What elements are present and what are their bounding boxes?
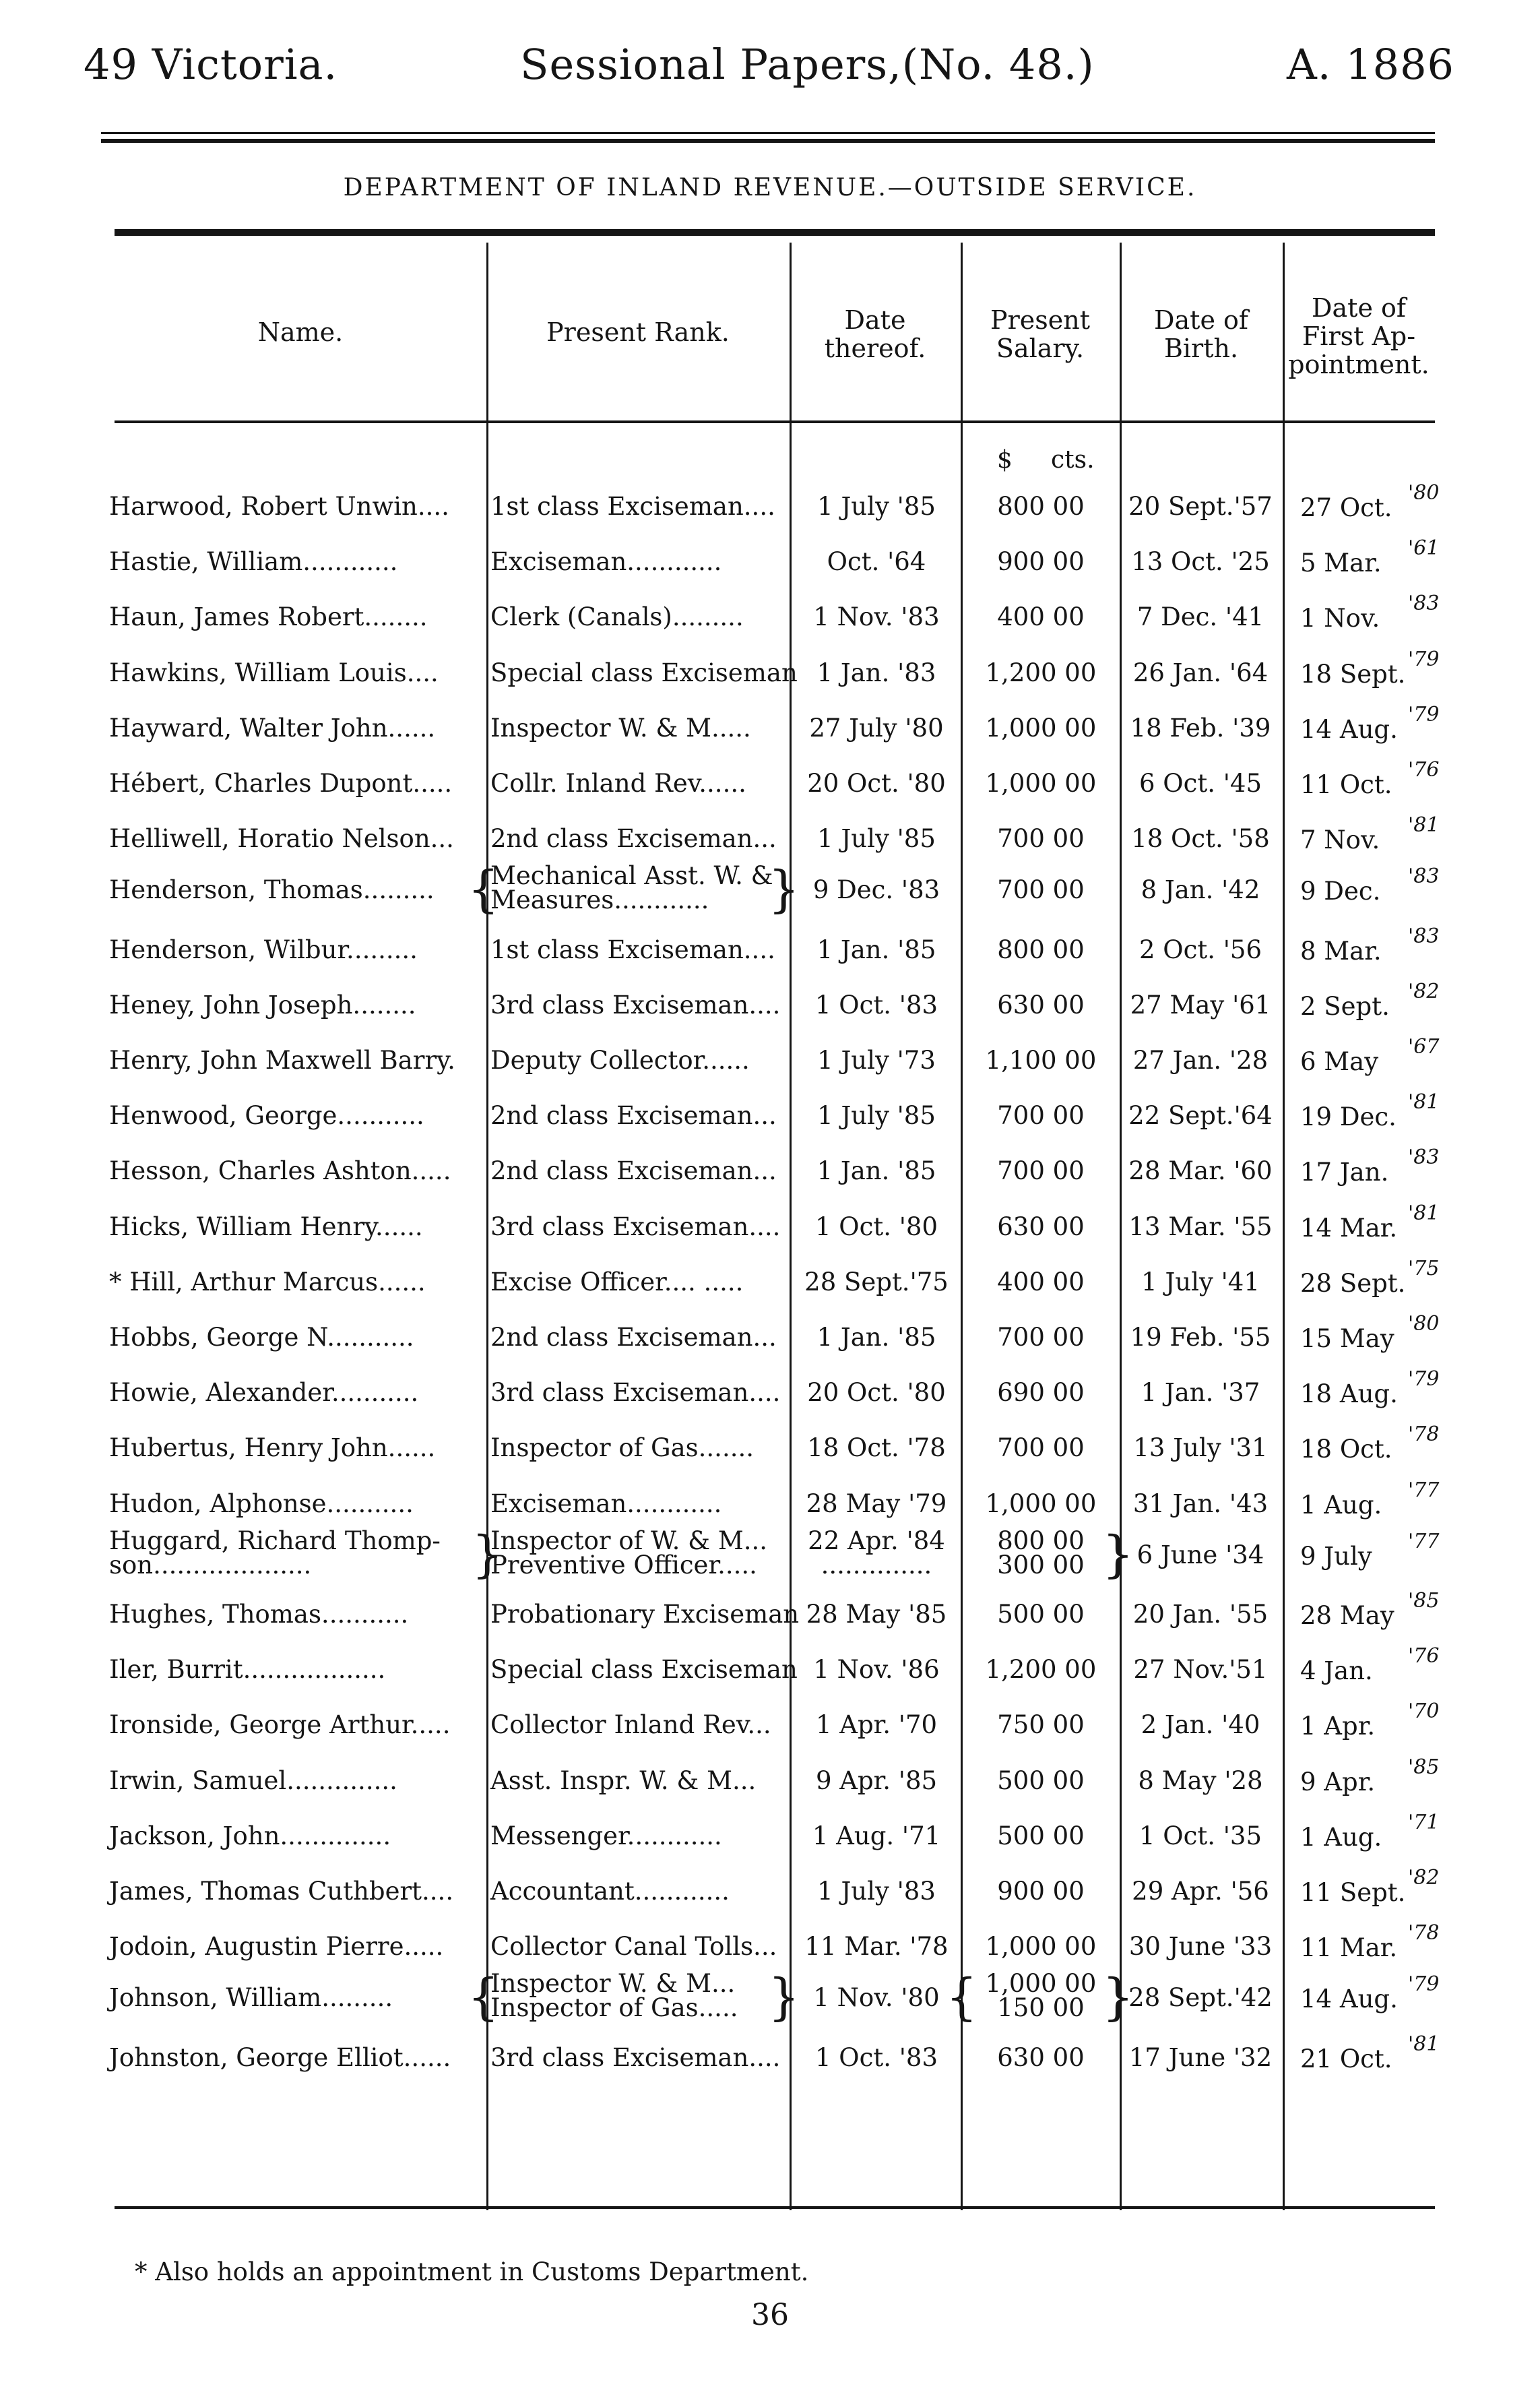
first-appointment-cell: 14 Mar. <box>1300 1213 1398 1243</box>
table-row <box>0 1809 1540 1863</box>
first-appointment-year: '70 <box>1408 1699 1440 1724</box>
first-appointment-cell: 9 Apr. <box>1300 1767 1376 1796</box>
name-cell: Haun, James Robert........ <box>109 602 428 632</box>
salary-cell-continued: 300 00 <box>997 1550 1085 1580</box>
birth-cell: 26 Jan. '64 <box>1132 658 1269 687</box>
table-row <box>0 1311 1540 1365</box>
date-cell: 20 Oct. '80 <box>807 1378 946 1408</box>
birth-cell: 18 Oct. '58 <box>1131 824 1270 854</box>
rank-cell: Collector Inland Rev... <box>490 1710 771 1740</box>
unit-cents: cts. <box>1051 446 1095 474</box>
rank-cell: 3rd class Exciseman.... <box>490 990 781 1020</box>
first-appointment-year: '67 <box>1408 1035 1440 1059</box>
salary-cell: 1,200 00 <box>985 658 1097 687</box>
rank-cell: Deputy Collector...... <box>490 1046 750 1075</box>
first-appointment-year: '81 <box>1408 813 1440 838</box>
first-appointment-year: '79 <box>1408 1367 1440 1392</box>
name-cell-continued: son.................... <box>109 1550 312 1580</box>
birth-cell: 29 Apr. '56 <box>1132 1877 1269 1906</box>
date-cell: 1 Jan. '85 <box>816 1323 936 1352</box>
salary-cell: 700 00 <box>997 1433 1085 1463</box>
department-subtitle: DEPARTMENT OF INLAND REVENUE.—OUTSIDE SERVICE. <box>343 174 1197 201</box>
salary-cell: 1,000 00 <box>985 1489 1097 1518</box>
first-appointment-year: '83 <box>1408 592 1440 616</box>
salary-cell: 800 00 <box>997 935 1085 964</box>
first-appointment-cell: 9 July <box>1300 1541 1372 1571</box>
brace-right-icon: } <box>1102 1525 1134 1584</box>
first-appointment-year: '79 <box>1408 647 1440 671</box>
name-cell: Hastie, William............ <box>109 547 398 577</box>
table-row <box>0 812 1540 866</box>
rank-cell: 2nd class Exciseman... <box>490 1323 777 1352</box>
date-cell: 28 Sept.'75 <box>804 1267 949 1296</box>
rank-cell: 2nd class Exciseman... <box>490 1156 777 1186</box>
salary-cell: 400 00 <box>997 1267 1085 1296</box>
first-appointment-year: '78 <box>1408 1423 1440 1447</box>
date-cell: 1 Jan. '85 <box>816 1156 936 1186</box>
name-cell: Hughes, Thomas........... <box>109 1600 409 1629</box>
rank-cell: Inspector W. & M..... <box>490 713 751 743</box>
first-appointment-year: '85 <box>1408 1755 1440 1779</box>
date-cell: 9 Dec. '83 <box>812 875 940 905</box>
first-appointment-year: '76 <box>1408 758 1440 782</box>
salary-cell: 700 00 <box>997 824 1085 854</box>
table-row <box>0 1754 1540 1808</box>
salary-cell: 500 00 <box>997 1821 1085 1850</box>
rank-cell: Inspector of Gas....... <box>490 1433 754 1463</box>
name-cell: Harwood, Robert Unwin.... <box>109 492 449 521</box>
table-row <box>0 923 1540 977</box>
name-cell: Henry, John Maxwell Barry. <box>109 1046 455 1075</box>
birth-cell: 18 Feb. '39 <box>1130 713 1271 743</box>
date-cell: 1 July '83 <box>817 1877 936 1906</box>
salary-cell: 1,000 00 <box>985 713 1097 743</box>
first-appointment-cell: 1 Nov. <box>1300 604 1380 633</box>
table-row <box>0 1968 1540 2029</box>
first-appointment-cell: 11 Mar. <box>1300 1933 1398 1963</box>
table-row <box>0 1525 1540 1586</box>
table-row <box>0 1366 1540 1420</box>
name-cell: Hébert, Charles Dupont..... <box>109 769 453 798</box>
name-cell: Henderson, Wilbur......... <box>109 935 418 964</box>
first-appointment-cell: 11 Oct. <box>1300 770 1392 799</box>
name-cell: Irwin, Samuel.............. <box>109 1765 397 1795</box>
birth-cell: 27 Jan. '28 <box>1132 1046 1269 1075</box>
rank-cell: Exciseman............ <box>490 1489 722 1518</box>
first-appointment-cell: 27 Oct. <box>1300 493 1392 522</box>
rank-cell-continued: Measures............ <box>490 885 709 915</box>
salary-cell: 500 00 <box>997 1765 1085 1795</box>
salary-cell: 630 00 <box>997 2042 1085 2072</box>
table-row <box>0 1255 1540 1309</box>
first-appointment-cell: 28 Sept. <box>1300 1268 1406 1298</box>
rank-cell: Probationary Exciseman <box>490 1600 800 1629</box>
rank-cell: 3rd class Exciseman.... <box>490 2042 781 2072</box>
name-cell: Hudon, Alphonse........... <box>109 1489 414 1518</box>
table-row <box>0 757 1540 811</box>
salary-cell: 1,200 00 <box>985 1655 1097 1685</box>
table-row <box>0 1144 1540 1198</box>
table-row <box>0 2031 1540 2085</box>
date-cell: 1 July '73 <box>817 1046 936 1075</box>
salary-cell: 500 00 <box>997 1600 1085 1629</box>
name-cell: Hicks, William Henry...... <box>109 1212 423 1241</box>
first-appointment-cell: 18 Aug. <box>1300 1379 1398 1409</box>
first-appointment-cell: 14 Aug. <box>1300 1984 1398 2014</box>
birth-cell: 20 Jan. '55 <box>1132 1600 1269 1629</box>
date-cell: 22 Apr. '84 <box>808 1526 945 1555</box>
date-cell-continued: .............. <box>821 1550 932 1580</box>
first-appointment-cell: 28 May <box>1300 1601 1394 1630</box>
header-center: Sessional Papers,(No. 48.) <box>520 40 1095 89</box>
name-cell: Henwood, George........... <box>109 1101 424 1131</box>
table-bottom-rule <box>115 2206 1435 2209</box>
first-appointment-cell: 21 Oct. <box>1300 2044 1392 2073</box>
table-row <box>0 1920 1540 1974</box>
salary-cell: 700 00 <box>997 1323 1085 1352</box>
brace-left-icon: { <box>946 1968 978 2027</box>
birth-cell: 27 Nov.'51 <box>1133 1655 1268 1685</box>
salary-cell: 750 00 <box>997 1710 1085 1740</box>
table-top-rule <box>115 229 1435 236</box>
rank-cell-continued: Preventive Officer..... <box>490 1550 757 1580</box>
salary-cell: 700 00 <box>997 875 1085 905</box>
name-cell: Iler, Burrit.................. <box>109 1655 386 1685</box>
table-row <box>0 1865 1540 1918</box>
rank-cell: Accountant............ <box>490 1877 730 1906</box>
header-rule-bottom <box>101 139 1435 143</box>
date-cell: 1 Nov. '80 <box>813 1983 940 2013</box>
brace-right-icon: } <box>768 1968 800 2027</box>
table-row <box>0 1588 1540 1642</box>
date-cell: 1 Jan. '85 <box>816 935 936 964</box>
date-cell: 1 Nov. '83 <box>813 602 940 632</box>
first-appointment-year: '82 <box>1408 1866 1440 1889</box>
salary-cell: 800 00 <box>997 492 1085 521</box>
rank-cell: Clerk (Canals)......... <box>490 602 744 632</box>
first-appointment-year: '81 <box>1408 1201 1440 1225</box>
rank-cell: 1st class Exciseman.... <box>490 935 775 964</box>
date-cell: 1 Aug. '71 <box>812 1821 941 1850</box>
birth-cell: 6 Oct. '45 <box>1138 769 1262 798</box>
birth-cell: 27 May '61 <box>1130 990 1271 1020</box>
birth-cell: 22 Sept.'64 <box>1128 1101 1273 1131</box>
birth-cell: 13 July '31 <box>1133 1433 1268 1463</box>
salary-cell: 800 00 <box>997 1526 1085 1555</box>
name-cell: Jackson, John.............. <box>109 1821 391 1850</box>
rank-cell: Collr. Inland Rev...... <box>490 769 746 798</box>
table-row <box>0 646 1540 700</box>
table-row <box>0 1200 1540 1254</box>
birth-cell: 17 June '32 <box>1128 2042 1273 2072</box>
birth-cell: 1 Jan. '37 <box>1141 1378 1260 1408</box>
first-appointment-cell: 1 Aug. <box>1300 1822 1382 1852</box>
column-header-salary: Present Salary. <box>990 305 1090 363</box>
birth-cell: 7 Dec. '41 <box>1136 602 1264 632</box>
first-appointment-cell: 1 Apr. <box>1300 1712 1376 1741</box>
salary-cell: 1,000 00 <box>985 1969 1097 1999</box>
column-header-name: Name. <box>257 317 344 347</box>
column-header-rank: Present Rank. <box>546 317 730 347</box>
first-appointment-year: '77 <box>1408 1529 1440 1553</box>
brace-left-icon: { <box>468 1968 500 2027</box>
first-appointment-year: '83 <box>1408 1146 1440 1170</box>
table-row <box>0 535 1540 589</box>
header-right: A. 1886 <box>1287 40 1454 89</box>
birth-cell: 8 Jan. '42 <box>1141 875 1260 905</box>
date-cell: 1 July '85 <box>817 492 936 521</box>
rank-cell: Inspector W. & M... <box>490 1969 736 1999</box>
first-appointment-year: '75 <box>1408 1256 1440 1280</box>
brace-right-icon: } <box>1102 1968 1134 2027</box>
birth-cell: 6 June '34 <box>1136 1540 1264 1569</box>
salary-cell: 400 00 <box>997 602 1085 632</box>
date-cell: 1 July '85 <box>817 1101 936 1131</box>
salary-cell: 1,100 00 <box>985 1046 1097 1075</box>
name-cell: Hubertus, Henry John...... <box>109 1433 436 1463</box>
date-cell: 1 Oct. '80 <box>814 1212 938 1241</box>
brace-right-icon: } <box>472 1525 504 1584</box>
first-appointment-year: '83 <box>1408 865 1440 889</box>
brace-right-icon: } <box>768 861 800 919</box>
first-appointment-year: '77 <box>1408 1478 1440 1502</box>
table-row <box>0 861 1540 921</box>
first-appointment-year: '71 <box>1408 1810 1440 1834</box>
table-row <box>0 701 1540 755</box>
header-divider-rule <box>115 420 1435 423</box>
date-cell: 9 Apr. '85 <box>815 1765 938 1795</box>
name-cell: Johnson, William......... <box>109 1983 393 2013</box>
name-cell: James, Thomas Cuthbert.... <box>109 1877 454 1906</box>
first-appointment-cell: 5 Mar. <box>1300 549 1382 578</box>
rank-cell: 2nd class Exciseman... <box>490 824 777 854</box>
first-appointment-year: '78 <box>1408 1921 1440 1945</box>
table-row <box>0 1089 1540 1143</box>
first-appointment-cell: 19 Dec. <box>1300 1102 1397 1132</box>
rank-cell: Special class Exciseman <box>490 1655 798 1685</box>
birth-cell: 13 Mar. '55 <box>1128 1212 1273 1241</box>
date-cell: 27 July '80 <box>809 713 944 743</box>
birth-cell: 2 Oct. '56 <box>1138 935 1262 964</box>
first-appointment-cell: 7 Nov. <box>1300 825 1380 855</box>
table-row <box>0 1477 1540 1531</box>
column-header-first-appointment: Date of First Ap- pointment. <box>1288 293 1430 379</box>
name-cell: Hobbs, George N........... <box>109 1323 414 1352</box>
first-appointment-cell: 11 Sept. <box>1300 1878 1406 1907</box>
date-cell: 1 Oct. '83 <box>814 990 938 1020</box>
first-appointment-cell: 4 Jan. <box>1300 1656 1373 1686</box>
name-cell: Hesson, Charles Ashton..... <box>109 1156 451 1186</box>
table-row <box>0 480 1540 534</box>
date-cell: 20 Oct. '80 <box>807 769 946 798</box>
first-appointment-cell: 6 May <box>1300 1047 1379 1076</box>
date-cell: 28 May '79 <box>806 1489 947 1518</box>
date-cell: 1 Apr. '70 <box>815 1710 938 1740</box>
birth-cell: 19 Feb. '55 <box>1130 1323 1271 1352</box>
date-cell: 18 Oct. '78 <box>807 1433 946 1463</box>
first-appointment-cell: 9 Dec. <box>1300 877 1381 906</box>
name-cell: * Hill, Arthur Marcus...... <box>109 1267 426 1296</box>
name-cell: Huggard, Richard Thomp- <box>109 1526 441 1555</box>
birth-cell: 28 Mar. '60 <box>1128 1156 1273 1186</box>
rank-cell: Messenger............ <box>490 1821 722 1850</box>
first-appointment-cell: 2 Sept. <box>1300 991 1390 1021</box>
table-row <box>0 1034 1540 1088</box>
table-row <box>0 590 1540 644</box>
birth-cell: 13 Oct. '25 <box>1131 547 1270 577</box>
header-left: 49 Victoria. <box>84 40 338 89</box>
birth-cell: 20 Sept.'57 <box>1128 492 1273 521</box>
rank-cell: Excise Officer.... ..... <box>490 1267 744 1296</box>
first-appointment-cell: 18 Oct. <box>1300 1435 1392 1464</box>
first-appointment-cell: 1 Aug. <box>1300 1490 1382 1520</box>
birth-cell: 31 Jan. '43 <box>1132 1489 1269 1518</box>
birth-cell: 1 Oct. '35 <box>1138 1821 1262 1850</box>
first-appointment-cell: 14 Aug. <box>1300 714 1398 744</box>
name-cell: Henderson, Thomas......... <box>109 875 435 905</box>
salary-cell: 900 00 <box>997 1877 1085 1906</box>
name-cell: Hayward, Walter John...... <box>109 713 436 743</box>
rank-cell: Inspector of W. & M... <box>490 1526 768 1555</box>
page-number: 36 <box>751 2298 789 2332</box>
name-cell: Johnston, George Elliot...... <box>109 2042 451 2072</box>
rank-cell: Collector Canal Tolls... <box>490 1932 777 1962</box>
rank-cell: Special class Exciseman <box>490 658 798 687</box>
table-row <box>0 978 1540 1032</box>
table-row <box>0 1421 1540 1475</box>
salary-cell: 630 00 <box>997 1212 1085 1241</box>
date-cell: 1 July '85 <box>817 824 936 854</box>
salary-cell: 700 00 <box>997 1101 1085 1131</box>
name-cell: Hawkins, William Louis.... <box>109 658 439 687</box>
rank-cell: Asst. Inspr. W. & M... <box>490 1765 757 1795</box>
rank-cell: 2nd class Exciseman... <box>490 1101 777 1131</box>
column-header-date: Date thereof. <box>824 305 926 363</box>
date-cell: 1 Nov. '86 <box>813 1655 940 1685</box>
rank-cell-continued: Inspector of Gas..... <box>490 1993 738 2023</box>
salary-cell: 700 00 <box>997 1156 1085 1186</box>
first-appointment-year: '82 <box>1408 979 1440 1003</box>
birth-cell: 30 June '33 <box>1128 1932 1273 1962</box>
footnote: * Also holds an appointment in Customs Department. <box>135 2257 809 2286</box>
salary-cell: 1,000 00 <box>985 769 1097 798</box>
name-cell: Helliwell, Horatio Nelson... <box>109 824 454 854</box>
first-appointment-year: '81 <box>1408 1090 1440 1115</box>
rank-cell: 3rd class Exciseman.... <box>490 1212 781 1241</box>
header-rule-top <box>101 132 1435 134</box>
salary-cell: 900 00 <box>997 547 1085 577</box>
date-cell: 1 Jan. '83 <box>816 658 936 687</box>
name-cell: Jodoin, Augustin Pierre..... <box>109 1932 444 1962</box>
salary-cell-continued: 150 00 <box>997 1993 1085 2023</box>
name-cell: Ironside, George Arthur..... <box>109 1710 451 1740</box>
first-appointment-cell: 15 May <box>1300 1324 1394 1353</box>
date-cell: 11 Mar. '78 <box>804 1932 949 1962</box>
salary-cell: 1,000 00 <box>985 1932 1097 1962</box>
unit-dollar: $ <box>997 446 1013 474</box>
rank-cell: 3rd class Exciseman.... <box>490 1378 781 1408</box>
name-cell: Heney, John Joseph........ <box>109 990 416 1020</box>
rank-cell: Exciseman............ <box>490 547 722 577</box>
column-header-birth: Date of Birth. <box>1154 305 1248 363</box>
salary-cell: 630 00 <box>997 990 1085 1020</box>
rank-cell: Mechanical Asst. W. & <box>490 861 773 891</box>
table-row <box>0 1643 1540 1697</box>
birth-cell: 1 July '41 <box>1141 1267 1260 1296</box>
first-appointment-cell: 17 Jan. <box>1300 1158 1389 1187</box>
date-cell: 1 Oct. '83 <box>814 2042 938 2072</box>
first-appointment-year: '61 <box>1408 536 1440 561</box>
brace-left-icon: { <box>468 861 500 919</box>
table-row <box>0 1698 1540 1752</box>
first-appointment-cell: 18 Sept. <box>1300 659 1406 689</box>
rank-cell: 1st class Exciseman.... <box>490 492 775 521</box>
date-cell: Oct. '64 <box>827 547 926 577</box>
first-appointment-year: '83 <box>1408 924 1440 948</box>
date-cell: 28 May '85 <box>806 1600 947 1629</box>
birth-cell: 2 Jan. '40 <box>1141 1710 1260 1740</box>
salary-cell: 690 00 <box>997 1378 1085 1408</box>
first-appointment-year: '76 <box>1408 1644 1440 1668</box>
first-appointment-year: '80 <box>1408 1312 1440 1336</box>
birth-cell: 8 May '28 <box>1138 1765 1263 1795</box>
first-appointment-year: '85 <box>1408 1589 1440 1613</box>
first-appointment-cell: 8 Mar. <box>1300 936 1382 966</box>
name-cell: Howie, Alexander........... <box>109 1378 419 1408</box>
first-appointment-year: '80 <box>1408 481 1440 505</box>
first-appointment-year: '79 <box>1408 702 1440 726</box>
birth-cell: 28 Sept.'42 <box>1128 1983 1273 2013</box>
first-appointment-year: '79 <box>1408 1972 1440 1997</box>
first-appointment-year: '81 <box>1408 2032 1440 2056</box>
